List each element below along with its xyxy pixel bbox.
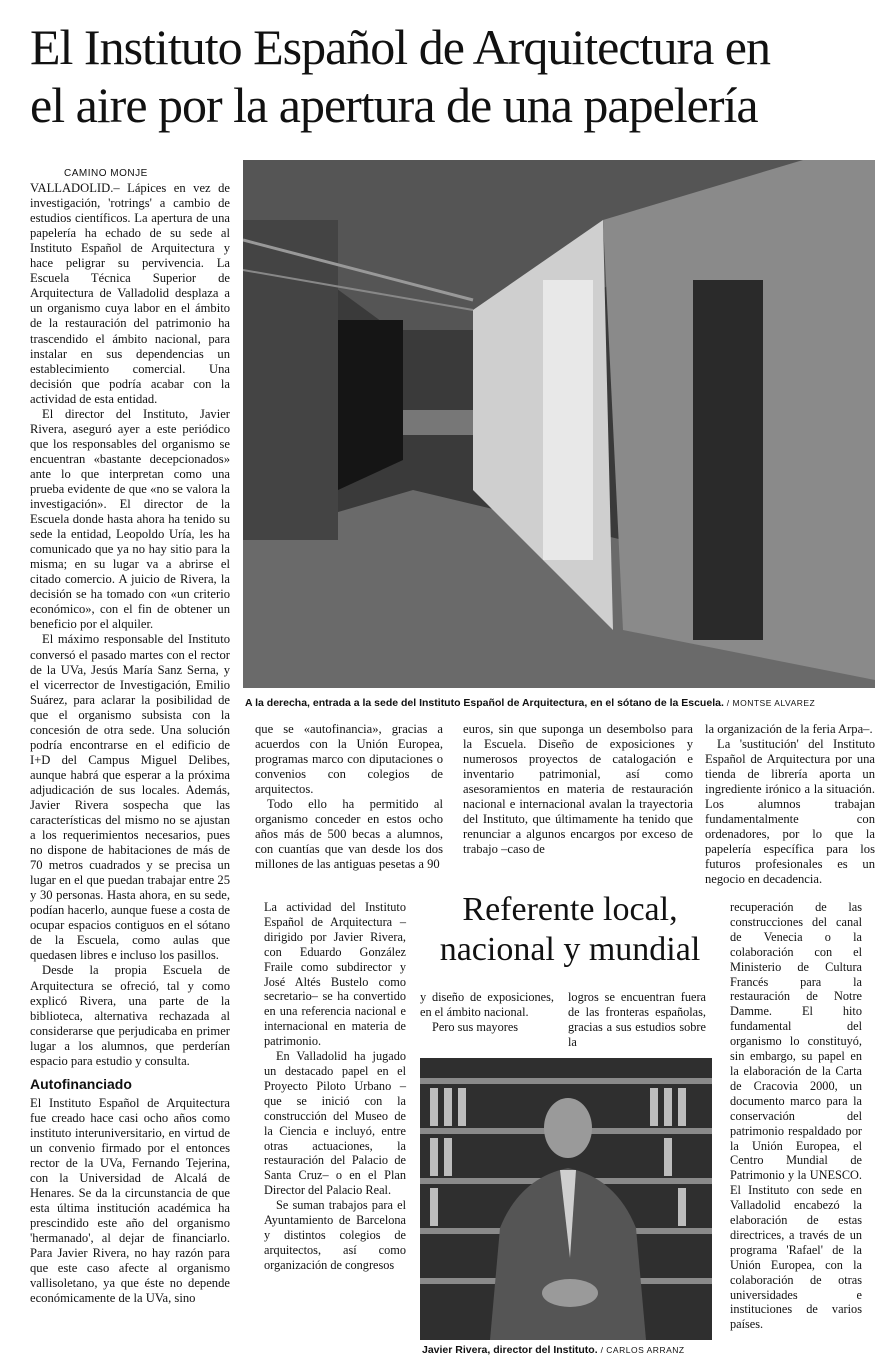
portrait-photo-caption: Javier Rivera, director del Instituto. / CARLOS ARRANZ [422, 1344, 685, 1356]
paragraph: y diseño de exposiciones, en el ámbito nacional. [420, 990, 554, 1019]
article-column-4 [705, 722, 875, 888]
paragraph: Pero sus mayores [432, 1019, 519, 1034]
sidebar-column-1 [264, 900, 406, 1273]
corridor-photo-caption: A la derecha, entrada a la sede del Instituto Español de Arquitectura, en el sótano de la Escuela. / MONTSE ALVAREZ [245, 697, 816, 709]
paragraph: En Valladolid ha jugado un destacado papel en el Proyecto Piloto Urbano –que se inició con la construcción del Museo de la Ciencia e incluyó, entre otras actuaciones, la restauración del Palacio de Santa Cruz– o en el Plan Director del Palacio Real. [264, 1049, 406, 1198]
paragraph: VALLADOLID.– Lápices en vez de investigación, 'rotrings' a cambio de estudios científicos. La apertura de una papelería ha echado de su sede al Instituto Español de Arquitectura y hace peligrar su pervivencia. La Escuela Técnica Superior de Arquitectura de Valladolid desplaza a un organismo cuya labor en el ámbito de la restauración del patrimonio ha trascendido el ámbito nacional, para instalar en sus dependencias un establecimiento comercial. Una decisión que podría acabar con la actividad de esta entidad. [30, 181, 230, 406]
photo-credit: / MONTSE ALVAREZ [726, 698, 816, 708]
paragraph: recuperación de las construcciones del canal de Venecia o la colaboración con el Ministerio de Cultura Francés para la restauración de Notre Damme. El hito fundamental del organismo lo constituyó, sin embargo, su papel en la elaboración de la Carta de Cracovia 2000, un documento marco para la conservación del patrimonio respaldado por la Unión Europea, el Centro Mundial de Patrimonio y la UNESCO. El Instituto con sede en Valladolid encabezó la elaboración de estas directrices, a través de un programa 'Rafael' de la Unión Europea, con la colaboración de otras universidades e instituciones de varios países. [730, 900, 862, 1332]
headline [30, 18, 880, 134]
article-column-3 [463, 722, 693, 857]
paragraph: La 'sustitución' del Instituto Español de Arquitectura por una tienda de librería aporta un ingrediente irónico a la situación. Los alumnos trabajan fundamentalmente con ordenadores, por lo que la papelería específica para los futuros profesionales es un negocio en decadencia. [705, 737, 875, 887]
paragraph: Desde la propia Escuela de Arquitectura se ofreció, tal y como explicó Rivera, una parte de la biblioteca, alternativa rechazada al considerarse que perjudicaba en primer lugar a los alumnos, que perderían espacio para estudio y consulta. [30, 963, 230, 1068]
headline-line-2: el aire por la apertura de una papelería [30, 77, 758, 133]
article-column-2 [255, 722, 443, 872]
paragraph: El Instituto Español de Arquitectura fue creado hace casi ocho años como instituto interuniversitario, en virtud de un convenio firmado por el entonces rector de la UVa, Fernando Tejerina, con la Universidad de Alcalá de Henares. Se da la circunstancia de que esta última institución académica ha prescindido este año del organismo 'hermanado', al dejar de financiarlo. Para Javier Rivera, no hay razón para que este caso afecte al organismo vallisoletano, ya que éste no depende económicamente de la UVa, sino [30, 1095, 230, 1306]
corridor-photo-image [243, 160, 875, 688]
sidebar-column-3 [568, 990, 706, 1050]
paragraph: Todo ello ha permitido al organismo conceder en estos ocho años más de 500 becas a alumnos, con cuantías que van desde los dos millones de las antiguas pesetas a 90 [255, 797, 443, 872]
portrait-photo-image [420, 1058, 712, 1340]
paragraph: logros se encuentran fuera de las fronteras españolas, gracias a sus estudios sobre la [568, 990, 706, 1049]
sidebar-column-2 [420, 990, 554, 1035]
article-column-1 [30, 166, 230, 1307]
paragraph: La actividad del Instituto Español de Arquitectura –dirigido por Javier Rivera, con Eduardo González Fraile como subdirector y José Altés Bustelo como secretario– se ha convertido en una referencia nacional e internacional en materia de patrimonio. [264, 900, 406, 1049]
sidebar-column-4 [730, 900, 862, 1332]
paragraph: la organización de la feria Arpa–. [705, 722, 873, 736]
byline: CAMINO MONJE [64, 168, 148, 179]
paragraph: euros, sin que suponga un desembolso para la Escuela. Diseño de exposiciones y numerosos proyectos de catalogación e inventario patrimonial, así como asesoramientos en materia de restauración nacional e internacional avalan la trayectoria del Instituto, que últimamente ha tenido que renunciar a algunos encargos por exceso de trabajo –caso de [463, 722, 693, 857]
paragraph: que se «autofinancia», gracias a acuerdos con la Unión Europea, programas marco con diputaciones o convenios con colegios de arquitectos. [255, 722, 443, 797]
paragraph: El máximo responsable del Instituto conversó el pasado martes con el rector de la UVa, Jesús María Sanz Serna, y el vicerrector de Investigación, Emilio Suárez, para aclarar la posibilidad de que el organismo subsista con la concesión de otra sede. Una solución podría encontrarse en el edificio de I+D del Campus Miguel Delibes, aunque habrá que esperar a la próxima adjudicación de sus locales. Además, Javier Rivera sospecha que las características del mismo no se ajustan a los requerimientos necesarios, pues no dispone de habitaciones de más de 70 metros cuadrados y se precisa un lugar en el que puedan trabajar entre 25 y 30 personas. Hasta ahora, en su sede, podían hacerlo, aunque fuese a costa de ocupar espacios contiguos en el sótano de la Escuela, como aulas que quedasen libres e incluso los pasillos. [30, 632, 230, 963]
portrait-photo [420, 1058, 712, 1340]
headline-line-1: El Instituto Español de Arquitectura en [30, 19, 770, 75]
subheading: Autofinanciado [30, 1075, 132, 1092]
sidebar-title: Referente local, nacional y mundial [439, 891, 701, 968]
photo-credit: / CARLOS ARRANZ [600, 1345, 685, 1355]
paragraph: El director del Instituto, Javier Rivera, aseguró ayer a este periódico que los responsables del organismo se encuentran «bastante decepcionados» ante lo que interpretan como una prueba evidente de que «no se valora la investigación». El director de la Escuela donde hasta ahora ha tenido su sede la entidad, Leopoldo Uría, les ha comunicado que ya no hay sitio para la misma; en su lugar va a abrirse el citado comercio. A juicio de Rivera, la decisión se ha tomado con «un criterio económico», con el fin de obtener un beneficio por el alquiler. [30, 406, 230, 632]
paragraph: Se suman trabajos para el Ayuntamiento de Barcelona y distintos colegios de arquitectos, así como organización de congresos [264, 1198, 406, 1272]
corridor-photo [243, 160, 875, 688]
